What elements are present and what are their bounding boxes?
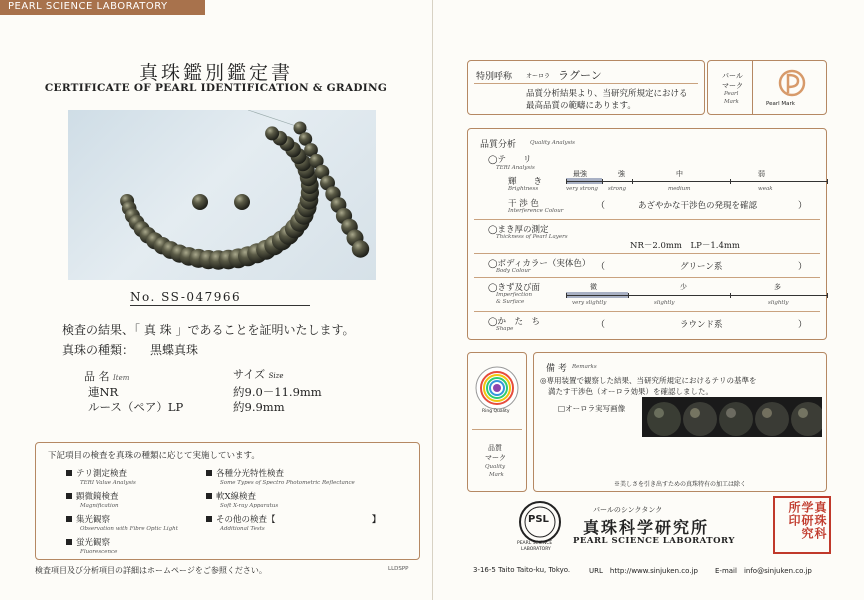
- imp-scale-top-0: 微: [590, 283, 597, 291]
- imperfection-label-en-2: & Surface: [496, 299, 525, 305]
- remarks-line-2: 満たす干渉色（オーロラ効果）を確認しました。: [548, 387, 713, 396]
- bullet-square-icon: [66, 470, 72, 476]
- inspection-box: [35, 442, 420, 560]
- aurora-image-label: □オーロラ実写画像: [558, 404, 626, 413]
- tick: [827, 179, 828, 184]
- tick: [730, 179, 731, 184]
- special-label: 特別呼称: [476, 72, 513, 82]
- pearlmark-jp-1: パール: [722, 72, 743, 80]
- shape-value: ラウンド系: [680, 320, 723, 330]
- imp-scale-bottom-1: slightly: [654, 300, 675, 306]
- footnote: 検査項目及び分析項目の詳細はホームページをご参照ください。: [35, 566, 267, 575]
- type-value: 黒蝶真珠: [150, 343, 199, 357]
- pearlmark-en-2: Mark: [724, 99, 739, 105]
- shape-label-en: Shape: [496, 326, 514, 332]
- qa-title: 品質分析: [480, 140, 517, 150]
- brightness-scale: [566, 181, 828, 182]
- close-paren: ）: [798, 262, 808, 272]
- interference-label: 干 渉 色: [508, 199, 539, 209]
- tick: [602, 179, 603, 184]
- row-size-1: 約9.9mm: [233, 400, 285, 414]
- close-paren: ）: [798, 201, 808, 211]
- bullet-square-icon: [66, 516, 72, 522]
- imperfection-scale: [566, 295, 828, 296]
- bright-scale-bottom-3: weak: [758, 186, 773, 192]
- pearlmark-jp-2: マーク: [722, 82, 743, 90]
- interference-label-en: Interference Colour: [508, 208, 564, 214]
- sample-note: ※美しさを引き出すための真珠特有の加工は除く: [614, 481, 747, 488]
- special-desc-1: 品質分析結果より、当研究所規定における: [526, 89, 688, 99]
- pearl-necklace-photo: [68, 110, 376, 280]
- divider: [474, 83, 698, 84]
- remarks-title: 備 考: [546, 364, 567, 374]
- teri-label: ◯テ リ: [488, 155, 532, 165]
- bright-scale-bottom-0: very strong: [566, 186, 598, 192]
- url: URL http://www.sinjuken.co.jp: [589, 567, 698, 575]
- bracket-close: 】: [372, 515, 381, 525]
- remarks-title-en: Remarks: [572, 364, 597, 370]
- lab-name-en: PEARL SCIENCE LABORATORY: [573, 536, 735, 546]
- open-paren: （: [596, 320, 606, 330]
- psl-caption-1: PEARL SCIENCE: [517, 541, 553, 546]
- body-colour-value: グリーン系: [680, 262, 723, 272]
- interference-value: あざやかな干渉色の発現を確認: [638, 201, 758, 211]
- body-colour-label-en: Body Colour: [496, 268, 531, 274]
- open-paren: （: [596, 201, 606, 211]
- tick: [632, 179, 633, 184]
- bullet-square-icon: [206, 516, 212, 522]
- tick: [566, 179, 567, 184]
- brightness-label-en: Brightness: [508, 186, 539, 192]
- psl-caption-2: LABORATORY: [521, 547, 551, 552]
- certificate-number: No. SS-047966: [130, 290, 310, 306]
- pearlmark-en-1: Pearl: [724, 91, 739, 97]
- address: 3-16-5 Taito Taito-ku, Tokyo.: [473, 566, 571, 574]
- official-seal-stamp: 真珠科学研究所印: [773, 496, 831, 554]
- inspection-item: 蛍光観察 Fluorescence: [66, 536, 117, 555]
- divider: [474, 311, 820, 312]
- qmark-jp-1: 品質: [488, 444, 502, 452]
- inspection-item: 軟X線検査 Soft X-ray Apparatus: [206, 490, 278, 509]
- bright-scale-top-1: 強: [618, 170, 625, 178]
- thickness-label: ◯まき厚の測定: [488, 225, 549, 235]
- inspection-item: その他の検査【 Additional Tests: [206, 513, 276, 532]
- col-item: 品 名 Item: [84, 370, 130, 383]
- brightness-label: 輝 き: [508, 177, 543, 187]
- statement: 検査の結果、「 真 珠 」であることを証明いたします。: [62, 323, 355, 337]
- remarks-box: [533, 352, 827, 492]
- pearl-mark-logo-icon: [770, 67, 814, 99]
- shape-label: ◯か た ち: [488, 317, 541, 327]
- loose-pearl: [192, 194, 208, 210]
- tick: [730, 293, 731, 298]
- topbar: PEARL SCIENCE LABORATORY: [0, 0, 205, 15]
- open-paren: （: [596, 262, 606, 272]
- qa-title-en: Quality Analysis: [530, 140, 575, 146]
- divider: [474, 277, 820, 278]
- bright-scale-bottom-1: strong: [608, 186, 627, 192]
- row-size-0: 約9.0－11.9mm: [233, 385, 322, 399]
- inspection-item: 顕微鏡検査 Magnification: [66, 490, 119, 509]
- form-code: LLDSPP: [388, 566, 409, 572]
- bullet-square-icon: [206, 493, 212, 499]
- divider: [474, 253, 820, 254]
- special-small: オーロラ: [526, 73, 551, 80]
- divider: [474, 219, 820, 220]
- qmark-en-2: Mark: [489, 472, 504, 478]
- body-colour-label: ◯ボディカラー（実体色）: [488, 259, 591, 269]
- psl-logo-letters: PSL: [528, 514, 549, 525]
- type-label: 真珠の種類：: [62, 343, 135, 357]
- tick: [566, 293, 567, 298]
- remarks-line-1: ◎専用装置で観察した結果、当研究所規定におけるテリの基準を: [540, 376, 757, 385]
- necklace-image: [68, 110, 376, 280]
- pearl: [265, 126, 279, 140]
- lab-name-jp: 真珠科学研究所: [583, 518, 710, 537]
- bright-scale-bottom-2: medium: [668, 186, 691, 192]
- certificate-title-en: CERTIFICATE OF PEARL IDENTIFICATION & GRADING: [44, 82, 388, 94]
- bright-scale-top-0: 最強: [573, 170, 587, 178]
- inspection-heading: 下記項目の検査を真珠の種類に応じて実施しています。: [48, 451, 260, 461]
- ring-quality-label: Ring Quality: [482, 409, 510, 414]
- qmark-en-1: Quality: [485, 464, 506, 470]
- bullet-square-icon: [206, 470, 212, 476]
- special-value: ラグーン: [558, 69, 602, 82]
- divider: [472, 429, 522, 430]
- imp-scale-top-2: 多: [774, 283, 781, 291]
- bright-scale-top-3: 弱: [758, 170, 765, 178]
- aurora-photo: [642, 397, 822, 437]
- quality-mark-box: [467, 352, 527, 492]
- close-paren: ）: [798, 320, 808, 330]
- ring-quality-logo-icon: [474, 365, 520, 411]
- imp-scale-bottom-0: very slightly: [572, 300, 607, 306]
- quality-analysis-box: [467, 128, 827, 340]
- teri-label-en: TERI Analysis: [496, 165, 535, 171]
- bullet-square-icon: [66, 539, 72, 545]
- thickness-label-en: Thickness of Pearl Layers: [496, 234, 568, 240]
- imp-scale-top-1: 少: [680, 283, 687, 291]
- lab-tagline: パールのシンクタンク: [593, 506, 663, 514]
- row-item-1: ルース（ペア）LP: [88, 400, 184, 414]
- bright-scale-top-2: 中: [676, 170, 683, 178]
- pearl-mark-box: [707, 60, 827, 115]
- inspection-item: 各種分光特性検査 Some Types of Spectro Photometric Reflectance: [206, 467, 355, 486]
- imperfection-label: ◯きず及び面: [488, 283, 541, 293]
- bullet-square-icon: [66, 493, 72, 499]
- qmark-jp-2: マーク: [485, 454, 506, 462]
- special-name-box: [467, 60, 705, 115]
- inspection-item: テリ測定検査 TERI Value Analysis: [66, 467, 136, 486]
- imp-scale-bottom-2: slightly: [768, 300, 789, 306]
- special-desc-2: 最高品質の範疇にあります。: [526, 101, 636, 111]
- imperfection-label-en-1: Imperfection: [496, 292, 532, 298]
- pearl: [352, 240, 369, 257]
- pearlmark-logo-caption: Pearl Mark: [766, 101, 795, 107]
- loose-pearl: [234, 194, 250, 210]
- right-page: [432, 0, 864, 600]
- email: E-mail info@sinjuken.co.jp: [715, 567, 812, 575]
- thickness-value: NR－2.0mm LP－1.4mm: [630, 241, 740, 251]
- inspection-item: 集光観察 Observation with Fibre Optic Light: [66, 513, 178, 532]
- row-item-0: 連NR: [88, 385, 119, 399]
- divider: [752, 61, 753, 114]
- certificate-title-jp: 真珠鑑別鑑定書: [138, 62, 293, 84]
- tick: [628, 293, 629, 298]
- col-size: サイズ Size: [233, 368, 284, 381]
- tick: [827, 293, 828, 298]
